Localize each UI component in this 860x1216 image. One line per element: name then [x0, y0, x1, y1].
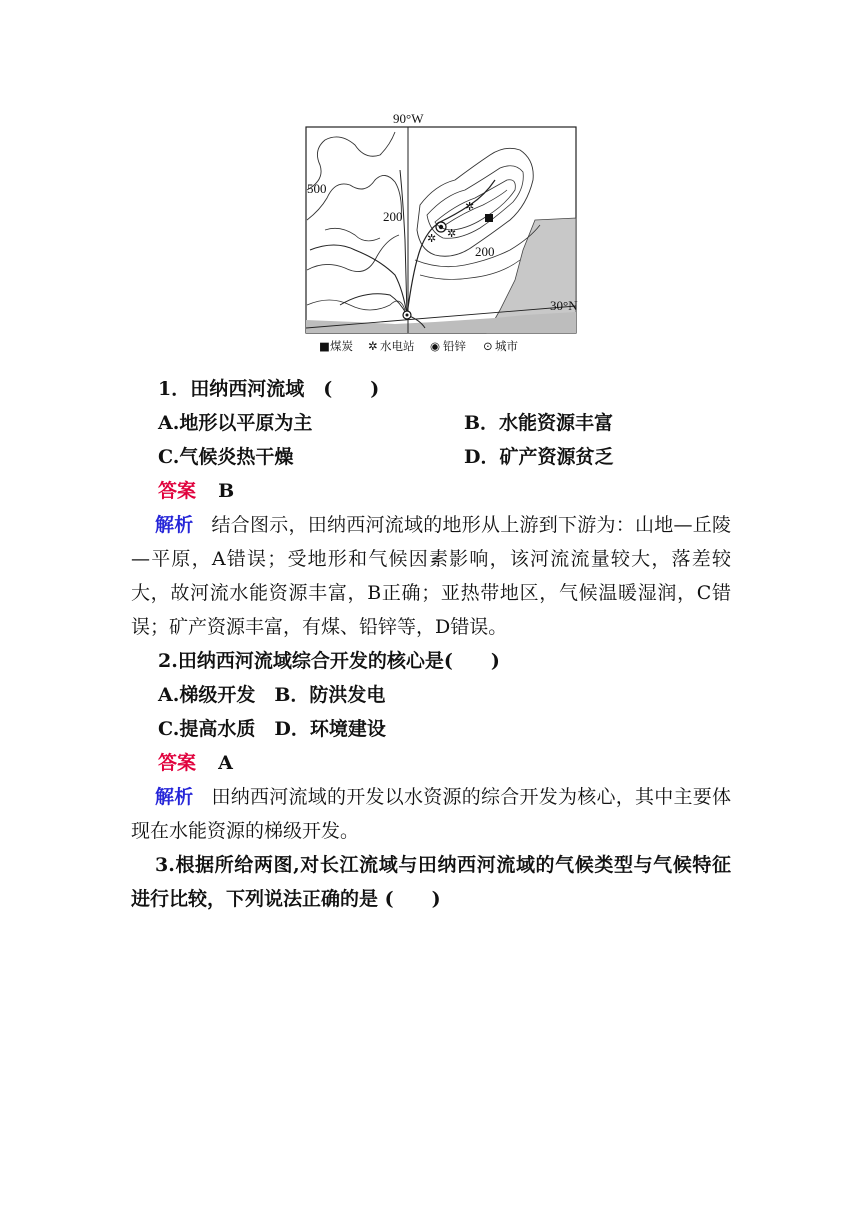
- contour-label-500: 500: [307, 181, 327, 196]
- q2-answer-row: [158, 746, 233, 780]
- legend-hydropower-label: 水电站: [380, 339, 415, 353]
- q1-option-c: C.气候炎热干燥: [158, 446, 294, 468]
- legend-city-label: 城市: [495, 339, 518, 353]
- q2-analysis-text: 田纳西河流域的开发以水资源的综合开发为核心，其中主要体现在水能资源的梯级开发。: [131, 786, 731, 842]
- q1-answer-row: [158, 474, 234, 508]
- map-legend: [319, 339, 518, 353]
- hydropower-station-icon-3: ✲: [465, 201, 475, 213]
- answer-label: 答案: [158, 752, 197, 774]
- q2-answer: A: [218, 752, 233, 774]
- lead-zinc-icon: ◉: [430, 339, 441, 353]
- q1-option-d: D．矿产资源贫乏: [464, 446, 614, 468]
- q2-analysis: [131, 780, 731, 848]
- tennessee-river-basin-map: [295, 110, 587, 360]
- coal-icon: [485, 214, 493, 222]
- contour-label-200-west: 200: [383, 209, 403, 224]
- q1-option-a: A.地形以平原为主: [158, 412, 313, 434]
- analysis-label: 解析: [155, 514, 194, 536]
- question-2: 2.田纳西河流域综合开发的核心是( ): [158, 650, 500, 672]
- q2-options-cd: C.提高水质 D．环境建设: [158, 718, 386, 740]
- city-icon: ⊙: [483, 339, 493, 353]
- city-icon: [403, 311, 411, 319]
- hydropower-station-icon: ✲: [368, 339, 378, 353]
- q1-analysis: [131, 508, 731, 644]
- answer-label: 答案: [158, 480, 197, 502]
- parallel-label: 30°N: [550, 298, 578, 313]
- legend-coal-label: 煤炭: [330, 339, 353, 353]
- lead-zinc-icon: [436, 222, 446, 232]
- q1-option-b: B．水能资源丰富: [464, 412, 614, 434]
- question-1: 1．田纳西河流域 ( ): [158, 378, 380, 400]
- hydropower-station-icon: ✲: [427, 233, 437, 245]
- q1-analysis-text: 结合图示，田纳西河流域的地形从上游到下游为：山地—丘陵—平原，A错误；受地形和气候因素影响，该河流流量较大，落差较大，故河流水能资源丰富，B正确；亚热带地区，气候温暖湿润，C错误；矿产资源丰富，有煤、铅锌等，D错误。: [131, 514, 731, 638]
- question-3: [131, 848, 731, 916]
- analysis-label: 解析: [155, 786, 194, 808]
- contour-label-200-east: 200: [475, 244, 495, 259]
- meridian-label: 90°W: [393, 111, 424, 126]
- hydropower-station-icon-2: ✲: [447, 228, 457, 240]
- q1-answer: B: [218, 480, 235, 502]
- coal-icon: ■: [319, 339, 330, 353]
- q2-options-ab: A.梯级开发 B．防洪发电: [158, 684, 386, 706]
- legend-lead-zinc-label: 铅锌: [443, 339, 466, 353]
- question-3-text: 3.根据所给两图,对长江流域与田纳西河流域的气候类型与气候特征进行比较，下列说法正确的是 ( ): [131, 854, 731, 910]
